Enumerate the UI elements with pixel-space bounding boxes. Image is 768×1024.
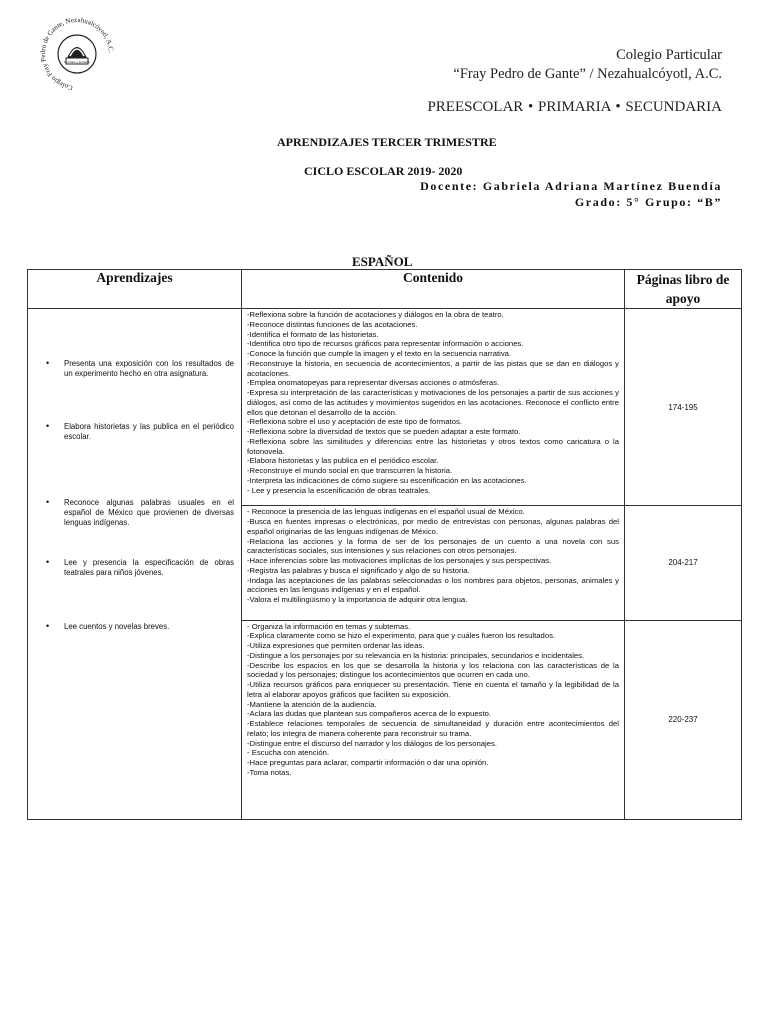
content-line: -Hace preguntas para aclarar, compartir información o dar una opinión. — [247, 758, 489, 768]
learning-table — [27, 269, 742, 820]
content-line: -Interpreta las indicaciones de cómo sugiere su escenificación en las acotaciones. — [247, 475, 527, 485]
header-pages: Páginas libro de apoyo — [625, 270, 742, 309]
content-line: -Utiliza expresiones que permiten ordenar las ideas. — [247, 641, 425, 651]
school-cycle: CICLO ESCOLAR 2019- 2020 — [304, 164, 463, 178]
content-line: -Registra las palabras y busca el significado y algo de su historia. — [247, 565, 470, 575]
subject-title: ESPAÑOL — [352, 254, 413, 269]
content-list — [242, 506, 624, 607]
pages-cell: 220-237 — [625, 620, 742, 819]
content-line: -Utiliza recursos gráficos para enriquecer su presentación. Tiene en cuenta el tamaño y la legibilidad de la letra al elaborar apoyos gráficos que faciliten su exposición. — [247, 680, 619, 699]
content-cell — [242, 506, 625, 620]
content-line: -Reflexiona sobre la función de acotaciones y diálogos en la obra de teatro. — [247, 310, 504, 319]
content-line: - Escucha con atención. — [247, 748, 330, 758]
content-cell — [242, 309, 625, 506]
content-line: -Reflexiona sobre el uso y aceptación de este tipo de formatos. — [247, 417, 462, 427]
learning-item: • Lee cuentos y novelas breves. — [44, 622, 234, 632]
content-line: -Reconoce distintas funciones de las acotaciones. — [247, 319, 418, 329]
content-line: -Describe los espacios en los que se desarrolla la historia y los relaciona con las características de la sociedad y los personajes; distingue los acontecimientos que ocurren en cada uno. — [247, 660, 619, 680]
content-line: -Reconstruye el mundo social en que transcurren la historia. — [247, 466, 453, 475]
school-logo — [37, 14, 117, 96]
content-line: -Aclara las dudas que plantean sus compañeros acerca de lo expuesto. — [247, 709, 492, 719]
learning-item: • Presenta una exposición con los resultados de un experimento hecho en otra asignatura. — [44, 359, 234, 379]
content-line: -Relaciona las acciones y la forma de ser de los personajes de un cuento a una novela con sus características sociales, sus intensiones y sus relaciones con otros personajes. — [247, 536, 619, 556]
header-content: Contenido — [242, 270, 625, 309]
content-line: -Expresa su interpretación de las características y motivaciones de los personajes a partir de sus acciones y diálogos, así como de las actitudes y movimientos sugeridos en las acotaciones. Reconoce el conflicto entre ellos que detonan el desarrollo de la acción. — [247, 388, 619, 417]
content-line: -Reflexiona sobre la diversidad de textos que se pueden adaptar a este formato. — [247, 427, 521, 436]
learnings-cell — [28, 309, 242, 820]
content-list — [242, 309, 624, 497]
content-line: -Reconstruye la historia, en secuencia de acontecimientos, a partir de las pistas que se dan en diálogos y acotaciones. — [247, 358, 619, 378]
content-line: -Mantiene la atención de la audiencia. — [247, 699, 377, 709]
content-line: -Identifica otro tipo de recursos gráficos para representar información o acciones. — [247, 339, 524, 349]
content-line: -Hace inferencias sobre las motivaciones implícitas de los personajes y sus perspectivas. — [247, 556, 552, 566]
content-line: - Organiza la información en temas y subtemas. — [247, 621, 411, 631]
content-line: -Elabora historietas y las publica en el periódico escolar. — [247, 456, 439, 466]
document-title: APRENDIZAJES TERCER TRIMESTRE — [277, 135, 497, 149]
content-line: -Conoce la función que cumple la imagen y el texto en la secuencia narrativa. — [247, 349, 512, 358]
pages-cell: 204-217 — [625, 506, 742, 620]
learning-item: • Elabora historietas y las publica en el periódico escolar. — [44, 422, 234, 442]
content-list — [242, 621, 624, 780]
content-line: -Valora el multilingüismo y la importancia de adquirir otra lengua. — [247, 595, 468, 605]
content-line: -Indaga las aceptaciones de las palabras seleccionadas o los nombres para objetos, personas, animales y acciones en las lenguas indígenas y en el español. — [247, 575, 619, 595]
content-line: -Establece relaciones temporales de secuencia de simultaneidad y duración entre acontecimientos del relato; los integra de manera coherente para reconstruir su trama. — [247, 719, 619, 738]
pages-cell: 174-195 — [625, 309, 742, 506]
school-levels: PREESCOLAR • PRIMARIA • SECUNDARIA — [427, 99, 722, 115]
teacher-name: Docente: Gabriela Adriana Martínez Buendía — [420, 179, 722, 193]
table-header-row — [28, 270, 742, 309]
content-line: -Explica claramente como se hizo el experimento, para que y cuáles fueron los resultados. — [247, 631, 556, 641]
content-line: -Reflexiona sobre las similitudes y diferencias entre las historietas y otros textos como caricatura o la fotonovela. — [247, 436, 619, 456]
content-line: -Busca en fuentes impresas o electrónicas, por medio de entrevistas con personas, algunas palabras del español originarias de las lenguas indígenas de México. — [247, 517, 619, 536]
table-row — [28, 309, 742, 506]
logo-ring-text: Colegio Fray Pedro de Gante, Nezahualcóyotl, A.C. — [38, 15, 115, 92]
learning-item: • Lee y presencia la especificación de obras teatrales para niños jóvenes. — [44, 558, 234, 578]
content-line: -Distingue entre el discurso del narrador y los diálogos de los personajes. — [247, 738, 497, 748]
school-type: Colegio Particular — [616, 47, 722, 63]
content-line: -Distingue a los personajes por su relevancia en la historia: principales, secundarios e incidentales. — [247, 650, 585, 660]
header-learning: Aprendizajes — [28, 270, 242, 309]
content-cell — [242, 620, 625, 819]
content-line: -Identifica el formato de las historietas. — [247, 329, 379, 339]
content-line: - Reconoce la presencia de las lenguas indígenas en el español usual de México. — [247, 507, 525, 517]
logo-banner-text: Por Dios y la Patria — [64, 59, 90, 64]
content-line: - Lee y presencia la escenificación de obras teatrales. — [247, 485, 431, 495]
content-line: -Toma notas. — [247, 767, 292, 777]
content-line: -Emplea onomatopeyas para representar diversas acciones o atmósferas. — [247, 378, 500, 388]
grade-group: Grado: 5° Grupo: “B” — [574, 195, 722, 209]
school-name: “Fray Pedro de Gante” / Nezahualcóyotl, A.C. — [453, 66, 722, 82]
learning-item: • Reconoce algunas palabras usuales en el español de México que provienen de diversas lenguas indígenas. — [44, 498, 234, 528]
